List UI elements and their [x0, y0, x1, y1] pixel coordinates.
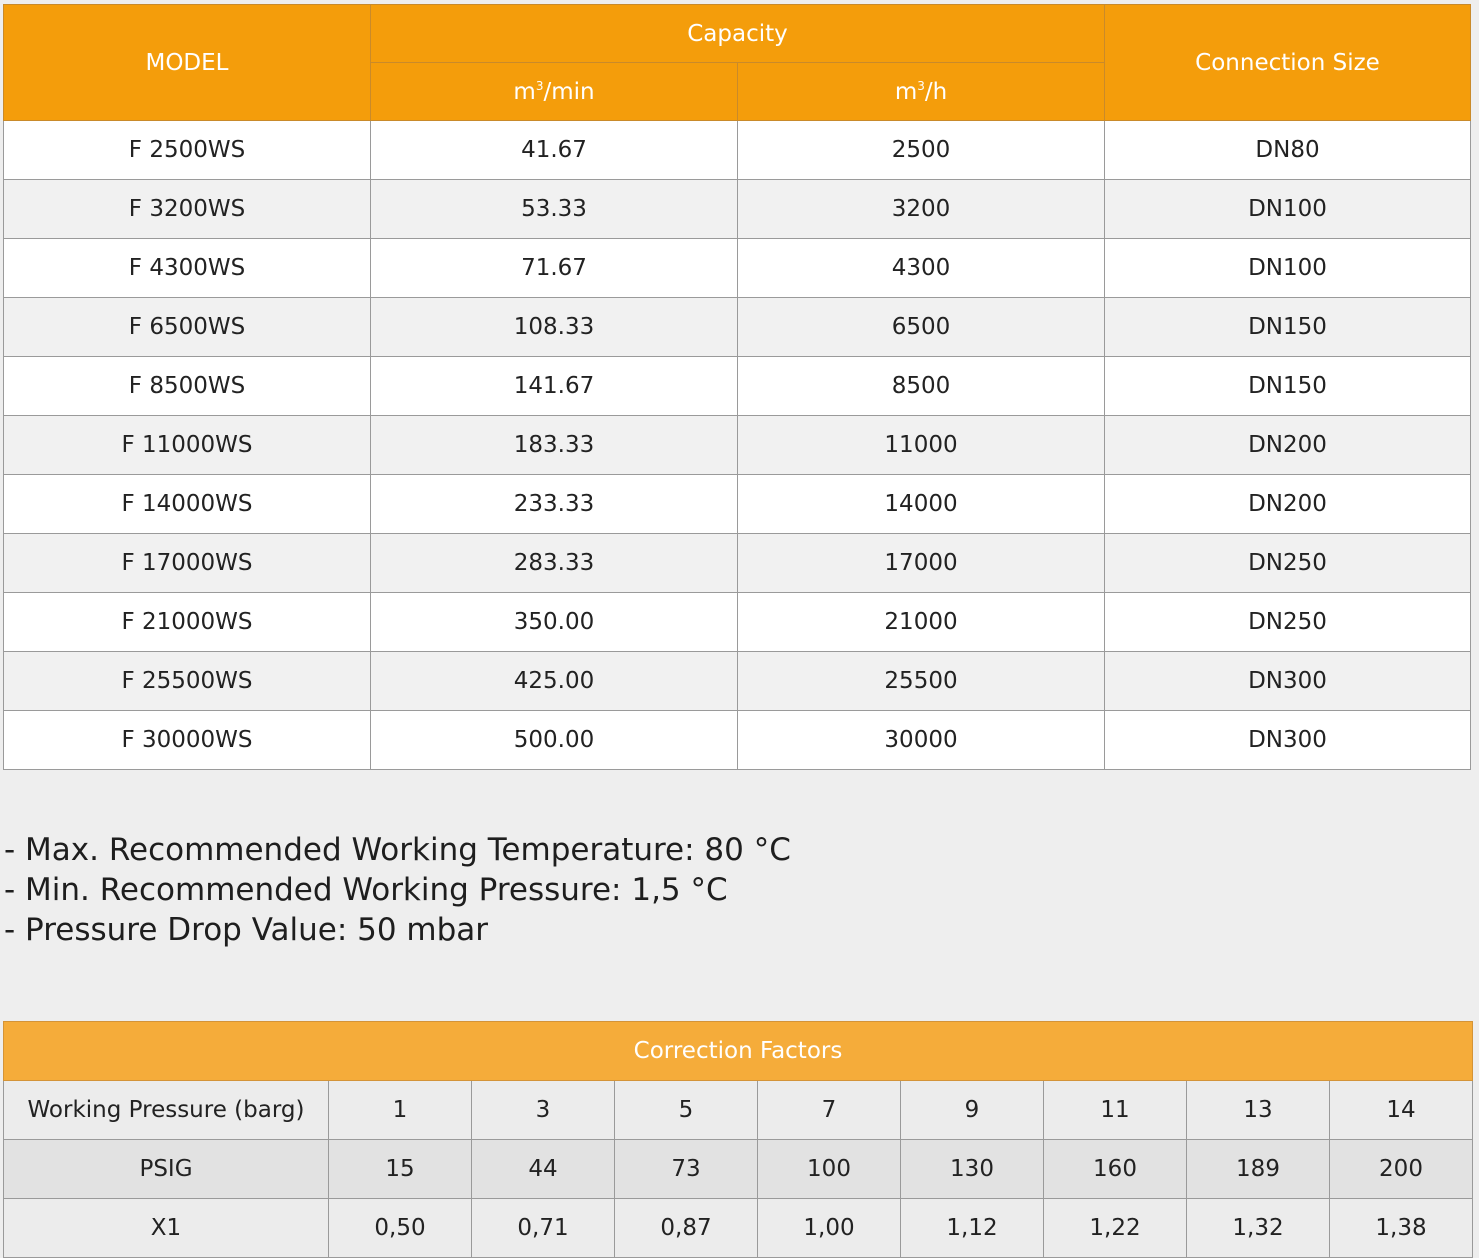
capacity-m3-h-cell: 11000: [738, 416, 1105, 475]
capacity-m3-h-cell: 14000: [738, 475, 1105, 534]
capacity-m3-h-cell: 17000: [738, 534, 1105, 593]
table-row: [4, 1199, 1473, 1258]
capacity-m3-min-cell: 53.33: [371, 180, 738, 239]
capacity-m3-min-cell: 108.33: [371, 298, 738, 357]
notes-list: [4, 830, 791, 950]
connection-size-cell: DN80: [1105, 121, 1471, 180]
capacity-m3-h-cell: 2500: [738, 121, 1105, 180]
factor-cell: 5: [615, 1081, 758, 1140]
connection-size-cell: DN250: [1105, 534, 1471, 593]
row-label: PSIG: [4, 1140, 329, 1199]
factor-cell: 1,12: [901, 1199, 1044, 1258]
note-pressure-drop: - Pressure Drop Value: 50 mbar: [4, 910, 791, 950]
factor-cell: 1,22: [1044, 1199, 1187, 1258]
factor-cell: 44: [472, 1140, 615, 1199]
row-label: X1: [4, 1199, 329, 1258]
table-row: [4, 121, 1471, 180]
connection-size-cell: DN300: [1105, 711, 1471, 770]
correction-factors-title: Correction Factors: [4, 1022, 1473, 1081]
connection-size-cell: DN100: [1105, 239, 1471, 298]
factor-cell: 100: [758, 1140, 901, 1199]
spec-table-body: [4, 121, 1471, 770]
factor-cell: 13: [1187, 1081, 1330, 1140]
factor-cell: 189: [1187, 1140, 1330, 1199]
factor-cell: 0,50: [329, 1199, 472, 1258]
capacity-m3-h-cell: 25500: [738, 652, 1105, 711]
factor-cell: 1,32: [1187, 1199, 1330, 1258]
connection-size-cell: DN100: [1105, 180, 1471, 239]
table-row: [4, 1081, 1473, 1140]
note-max-temperature: - Max. Recommended Working Temperature: 80 °C: [4, 830, 791, 870]
capacity-m3-h-cell: 21000: [738, 593, 1105, 652]
model-header: MODEL: [4, 5, 371, 121]
model-cell: F 21000WS: [4, 593, 371, 652]
factor-cell: 200: [1330, 1140, 1473, 1199]
factor-cell: 1,00: [758, 1199, 901, 1258]
connection-size-header: Connection Size: [1105, 5, 1471, 121]
table-row: [4, 593, 1471, 652]
table-row: [4, 1140, 1473, 1199]
connection-size-cell: DN200: [1105, 416, 1471, 475]
capacity-header: Capacity: [371, 5, 1105, 63]
m3-min-header: $m^3/\min$: [371, 63, 738, 121]
factor-cell: 1,38: [1330, 1199, 1473, 1258]
connection-size-cell: DN150: [1105, 357, 1471, 416]
note-min-pressure: - Min. Recommended Working Pressure: 1,5 °C: [4, 870, 791, 910]
factor-cell: 1: [329, 1081, 472, 1140]
capacity-m3-min-cell: 71.67: [371, 239, 738, 298]
table-row: [4, 239, 1471, 298]
table-row: [4, 357, 1471, 416]
capacity-m3-h-cell: 3200: [738, 180, 1105, 239]
model-cell: F 11000WS: [4, 416, 371, 475]
capacity-m3-h-cell: 6500: [738, 298, 1105, 357]
capacity-m3-h-cell: 4300: [738, 239, 1105, 298]
table-row: [4, 652, 1471, 711]
model-cell: F 6500WS: [4, 298, 371, 357]
table-row: [4, 416, 1471, 475]
model-cell: F 4300WS: [4, 239, 371, 298]
capacity-m3-min-cell: 425.00: [371, 652, 738, 711]
model-cell: F 3200WS: [4, 180, 371, 239]
capacity-m3-h-cell: 8500: [738, 357, 1105, 416]
factor-cell: 11: [1044, 1081, 1187, 1140]
capacity-m3-min-cell: 500.00: [371, 711, 738, 770]
capacity-m3-min-cell: 183.33: [371, 416, 738, 475]
factor-cell: 7: [758, 1081, 901, 1140]
factor-cell: 160: [1044, 1140, 1187, 1199]
factor-cell: 14: [1330, 1081, 1473, 1140]
model-cell: F 30000WS: [4, 711, 371, 770]
table-row: [4, 180, 1471, 239]
model-cell: F 2500WS: [4, 121, 371, 180]
table-row: [4, 298, 1471, 357]
correction-factors-body: [4, 1081, 1473, 1258]
capacity-m3-min-cell: 350.00: [371, 593, 738, 652]
table-row: [4, 711, 1471, 770]
spec-table: [3, 4, 1471, 770]
factor-cell: 0,87: [615, 1199, 758, 1258]
connection-size-cell: DN300: [1105, 652, 1471, 711]
table-row: [4, 534, 1471, 593]
connection-size-cell: DN200: [1105, 475, 1471, 534]
correction-factors-table: [3, 1021, 1473, 1258]
factor-cell: 130: [901, 1140, 1044, 1199]
row-label: Working Pressure (barg): [4, 1081, 329, 1140]
capacity-m3-min-cell: 41.67: [371, 121, 738, 180]
capacity-m3-h-cell: 30000: [738, 711, 1105, 770]
model-cell: F 25500WS: [4, 652, 371, 711]
factor-cell: 73: [615, 1140, 758, 1199]
factor-cell: 15: [329, 1140, 472, 1199]
connection-size-cell: DN150: [1105, 298, 1471, 357]
connection-size-cell: DN250: [1105, 593, 1471, 652]
capacity-m3-min-cell: 283.33: [371, 534, 738, 593]
factor-cell: 9: [901, 1081, 1044, 1140]
model-cell: F 17000WS: [4, 534, 371, 593]
factor-cell: 0,71: [472, 1199, 615, 1258]
factor-cell: 3: [472, 1081, 615, 1140]
capacity-m3-min-cell: 233.33: [371, 475, 738, 534]
capacity-m3-min-cell: 141.67: [371, 357, 738, 416]
model-cell: F 14000WS: [4, 475, 371, 534]
m3-h-header: $m^3/h$: [738, 63, 1105, 121]
table-row: [4, 475, 1471, 534]
model-cell: F 8500WS: [4, 357, 371, 416]
